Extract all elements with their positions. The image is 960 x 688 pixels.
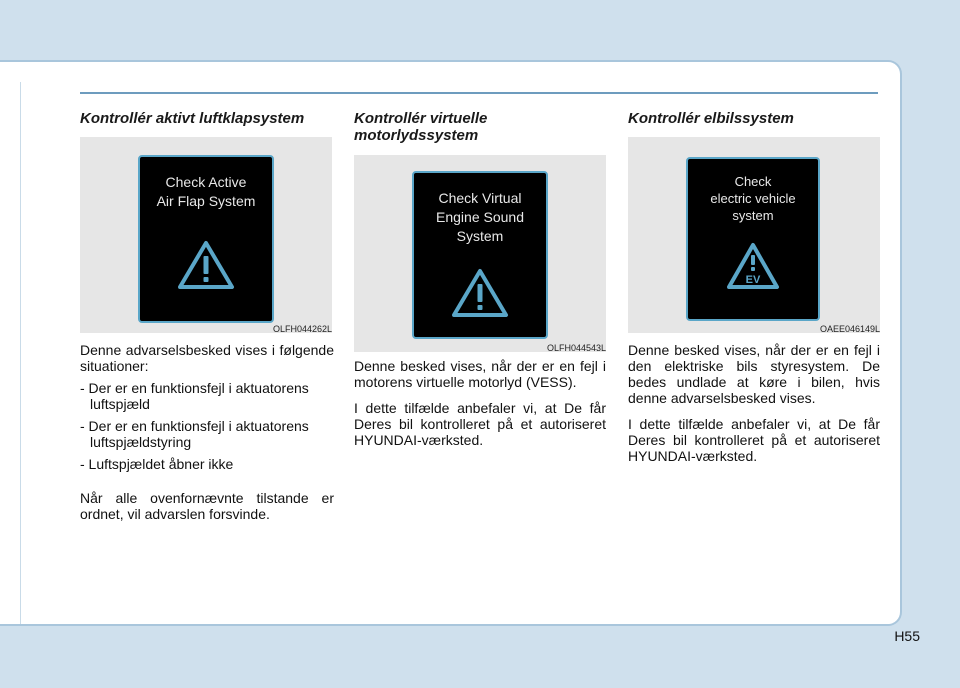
warning-figure xyxy=(354,155,606,352)
section-body xyxy=(628,342,880,474)
warning-figure xyxy=(80,137,332,333)
section-air-flap xyxy=(80,110,334,127)
body-paragraph: Denne besked vises, når der er en fejl i den elektriske bils styresystem. De bedes undlade at køre i bilen, hvis denne advarselsbesked vises. xyxy=(628,342,880,406)
page-number: H55 xyxy=(894,628,920,644)
image-code: OLFH044543L xyxy=(546,343,606,353)
display-message: Check Virtual Engine Sound System xyxy=(436,190,524,244)
list-item: - Luftspjældet åbner ikke xyxy=(80,456,234,472)
display-message: Check electric vehicle system xyxy=(710,174,796,223)
section-title: Kontrollér virtuelle motorlydssystem xyxy=(354,110,488,144)
section-title: Kontrollér elbilssystem xyxy=(628,110,794,127)
display-screen xyxy=(412,171,548,339)
section-title: Kontrollér aktivt luftklapsystem xyxy=(80,110,305,127)
margin-rule xyxy=(20,82,21,624)
warning-figure xyxy=(628,137,880,333)
display-message: Check Active Air Flap System xyxy=(156,174,256,209)
section-vess xyxy=(354,110,554,144)
intro-text: Denne advarselsbesked vises i følgende situationer: xyxy=(80,342,334,374)
warning-triangle-icon xyxy=(176,239,236,291)
image-code: OAEE046149L xyxy=(819,324,880,334)
header-rule xyxy=(80,92,878,94)
list-item: - Der er en funktionsfejl i aktuatorens luftspjældstyring xyxy=(80,418,309,450)
section-body xyxy=(80,342,334,532)
image-code: OLFH044262L xyxy=(272,324,332,334)
display-screen xyxy=(138,155,274,323)
section-ev xyxy=(628,110,882,127)
body-paragraph: I dette tilfælde anbefaler vi, at De får Deres bil kontrolleret på et autoriseret HYUNDAI-værksted. xyxy=(628,416,880,464)
ev-label: EV xyxy=(745,274,761,286)
ev-warning-icon xyxy=(725,241,781,291)
body-paragraph: I dette tilfælde anbefaler vi, at De får Deres bil kontrolleret på et autoriseret HYUNDAI-værksted. xyxy=(354,400,606,448)
body-paragraph: Denne besked vises, når der er en fejl i motorens virtuelle motorlyd (VESS). xyxy=(354,358,606,390)
outro-text: Når alle ovenfornævnte tilstande er ordnet, vil advarslen forsvinde. xyxy=(80,490,334,522)
warning-triangle-icon xyxy=(450,267,510,319)
list-item: - Der er en funktionsfejl i aktuatorens luftspjæld xyxy=(80,380,309,412)
display-screen xyxy=(686,157,820,321)
section-body xyxy=(354,358,606,458)
condition-list xyxy=(80,380,334,472)
